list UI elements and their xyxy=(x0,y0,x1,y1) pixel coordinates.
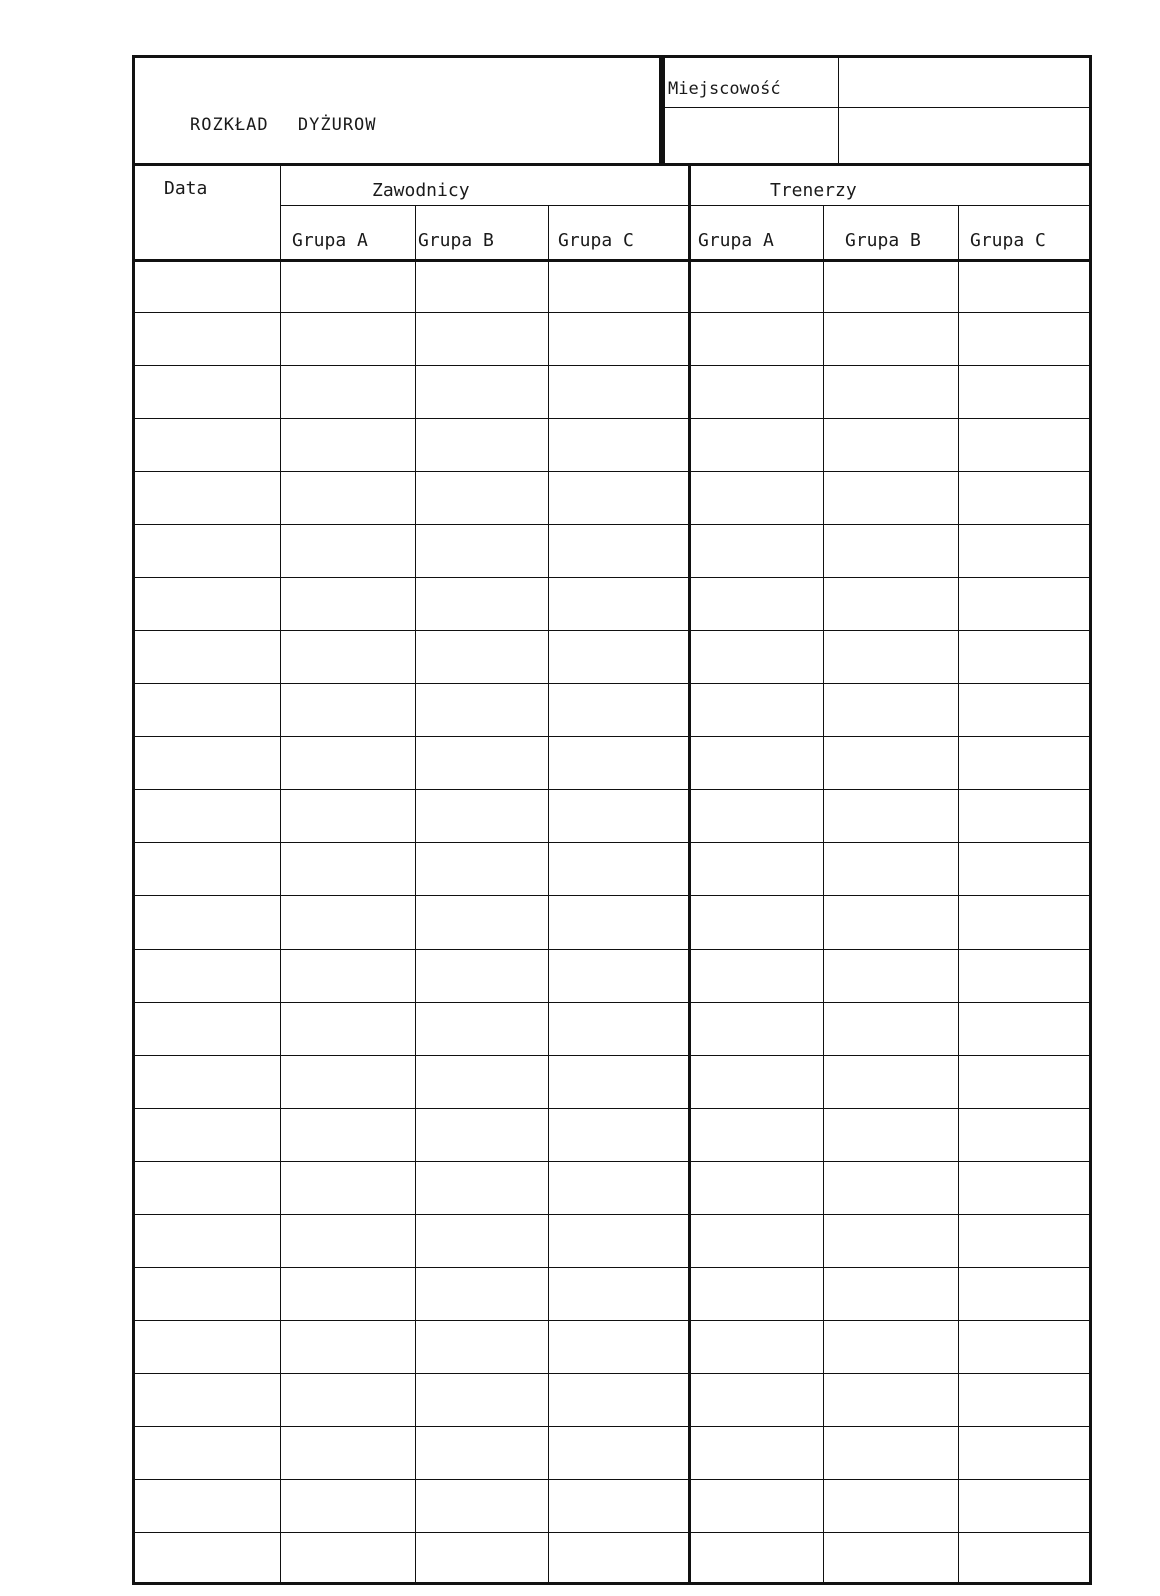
schedule-cell[interactable] xyxy=(550,1534,686,1583)
column-header: Grupa C xyxy=(970,230,1046,251)
schedule-cell[interactable] xyxy=(282,1004,413,1053)
schedule-cell[interactable] xyxy=(282,632,413,681)
schedule-cell[interactable] xyxy=(960,1269,1090,1318)
schedule-cell[interactable] xyxy=(960,685,1090,734)
date-cell[interactable] xyxy=(134,1322,278,1371)
schedule-cell[interactable] xyxy=(825,473,956,522)
row-line xyxy=(132,630,1092,631)
schedule-cell[interactable] xyxy=(690,1110,821,1159)
schedule-cell[interactable] xyxy=(690,685,821,734)
schedule-cell[interactable] xyxy=(550,1163,686,1212)
column-divider xyxy=(280,163,281,1585)
schedule-cell[interactable] xyxy=(690,1163,821,1212)
schedule-cell[interactable] xyxy=(690,791,821,840)
schedule-cell[interactable] xyxy=(825,367,956,416)
schedule-cell[interactable] xyxy=(960,367,1090,416)
schedule-cell[interactable] xyxy=(690,1269,821,1318)
schedule-cell[interactable] xyxy=(417,1322,546,1371)
schedule-cell[interactable] xyxy=(690,367,821,416)
schedule-cell[interactable] xyxy=(417,1057,546,1106)
schedule-cell[interactable] xyxy=(690,1216,821,1265)
divider xyxy=(838,55,839,165)
row-line xyxy=(132,1532,1092,1533)
schedule-cell[interactable] xyxy=(550,1428,686,1477)
schedule-cell[interactable] xyxy=(960,1481,1090,1530)
schedule-cell[interactable] xyxy=(960,261,1090,310)
column-header: Grupa A xyxy=(698,230,774,251)
schedule-cell[interactable] xyxy=(690,1534,821,1583)
schedule-cell[interactable] xyxy=(825,844,956,893)
row-line xyxy=(132,736,1092,737)
schedule-cell[interactable] xyxy=(960,632,1090,681)
schedule-cell[interactable] xyxy=(417,579,546,628)
schedule-cell[interactable] xyxy=(825,526,956,575)
schedule-cell[interactable] xyxy=(825,1269,956,1318)
group-label: Trenerzy xyxy=(770,180,857,201)
schedule-cell[interactable] xyxy=(690,632,821,681)
schedule-cell[interactable] xyxy=(960,1057,1090,1106)
schedule-cell[interactable] xyxy=(417,261,546,310)
date-cell[interactable] xyxy=(134,1057,278,1106)
schedule-cell[interactable] xyxy=(690,1004,821,1053)
schedule-cell[interactable] xyxy=(550,1481,686,1530)
row-line xyxy=(132,1055,1092,1056)
schedule-cell[interactable] xyxy=(282,261,413,310)
schedule-cell[interactable] xyxy=(825,1322,956,1371)
row-line xyxy=(132,365,1092,366)
schedule-cell[interactable] xyxy=(550,685,686,734)
divider xyxy=(662,107,1092,108)
schedule-cell[interactable] xyxy=(282,897,413,946)
schedule-cell[interactable] xyxy=(550,791,686,840)
date-cell[interactable] xyxy=(134,1110,278,1159)
schedule-cell[interactable] xyxy=(690,844,821,893)
schedule-cell[interactable] xyxy=(417,1004,546,1053)
date-header: Data xyxy=(164,178,208,199)
row-line xyxy=(132,471,1092,472)
row-line xyxy=(132,1161,1092,1162)
schedule-cell[interactable] xyxy=(690,420,821,469)
date-cell[interactable] xyxy=(134,1004,278,1053)
date-cell[interactable] xyxy=(134,1269,278,1318)
schedule-cell[interactable] xyxy=(417,738,546,787)
row-line xyxy=(132,418,1092,419)
schedule-cell[interactable] xyxy=(417,844,546,893)
schedule-cell[interactable] xyxy=(960,579,1090,628)
row-line xyxy=(132,1373,1092,1374)
schedule-cell[interactable] xyxy=(690,1428,821,1477)
schedule-cell[interactable] xyxy=(825,1428,956,1477)
schedule-cell[interactable] xyxy=(825,1375,956,1424)
form-title: ROZKŁAD DYŻUROW xyxy=(190,115,377,135)
schedule-cell[interactable] xyxy=(417,1110,546,1159)
schedule-cell[interactable] xyxy=(282,420,413,469)
schedule-cell[interactable] xyxy=(550,1110,686,1159)
schedule-cell[interactable] xyxy=(550,1322,686,1371)
row-line xyxy=(132,312,1092,313)
schedule-cell[interactable] xyxy=(550,1057,686,1106)
schedule-cell[interactable] xyxy=(825,1057,956,1106)
schedule-cell[interactable] xyxy=(417,1269,546,1318)
schedule-cell[interactable] xyxy=(550,367,686,416)
schedule-cell[interactable] xyxy=(960,844,1090,893)
column-header: Grupa B xyxy=(845,230,921,251)
schedule-cell[interactable] xyxy=(960,1110,1090,1159)
schedule-cell[interactable] xyxy=(282,844,413,893)
schedule-cell[interactable] xyxy=(825,1110,956,1159)
schedule-cell[interactable] xyxy=(282,1481,413,1530)
schedule-cell[interactable] xyxy=(417,951,546,1000)
date-cell[interactable] xyxy=(134,685,278,734)
schedule-cell[interactable] xyxy=(282,579,413,628)
column-header: Grupa C xyxy=(558,230,634,251)
schedule-cell[interactable] xyxy=(690,1322,821,1371)
schedule-cell[interactable] xyxy=(825,1534,956,1583)
row-line xyxy=(132,1108,1092,1109)
schedule-cell[interactable] xyxy=(825,951,956,1000)
schedule-cell[interactable] xyxy=(417,897,546,946)
schedule-cell[interactable] xyxy=(550,1269,686,1318)
schedule-cell[interactable] xyxy=(690,897,821,946)
schedule-cell[interactable] xyxy=(690,1057,821,1106)
schedule-cell[interactable] xyxy=(550,738,686,787)
schedule-cell[interactable] xyxy=(960,1375,1090,1424)
schedule-cell[interactable] xyxy=(282,1269,413,1318)
schedule-cell[interactable] xyxy=(282,367,413,416)
schedule-cell[interactable] xyxy=(825,420,956,469)
divider xyxy=(662,55,665,165)
row-line xyxy=(132,524,1092,525)
schedule-cell[interactable] xyxy=(690,1375,821,1424)
schedule-cell[interactable] xyxy=(690,738,821,787)
schedule-cell[interactable] xyxy=(417,526,546,575)
row-line xyxy=(132,842,1092,843)
schedule-cell[interactable] xyxy=(960,791,1090,840)
date-cell[interactable] xyxy=(134,1216,278,1265)
date-cell[interactable] xyxy=(134,579,278,628)
date-cell[interactable] xyxy=(134,1481,278,1530)
row-line xyxy=(132,1002,1092,1003)
row-line xyxy=(132,895,1092,896)
schedule-cell[interactable] xyxy=(282,951,413,1000)
schedule-cell[interactable] xyxy=(690,951,821,1000)
date-cell[interactable] xyxy=(134,420,278,469)
schedule-cell[interactable] xyxy=(282,1428,413,1477)
row-line xyxy=(132,683,1092,684)
schedule-cell[interactable] xyxy=(282,791,413,840)
schedule-cell[interactable] xyxy=(282,314,413,363)
row-line xyxy=(132,1479,1092,1480)
date-cell[interactable] xyxy=(134,473,278,522)
schedule-cell[interactable] xyxy=(690,579,821,628)
schedule-cell[interactable] xyxy=(825,261,956,310)
schedule-cell[interactable] xyxy=(282,1057,413,1106)
schedule-cell[interactable] xyxy=(417,1428,546,1477)
schedule-cell[interactable] xyxy=(417,367,546,416)
date-cell[interactable] xyxy=(134,1163,278,1212)
schedule-cell[interactable] xyxy=(282,526,413,575)
schedule-cell[interactable] xyxy=(690,526,821,575)
column-header: Grupa B xyxy=(418,230,494,251)
schedule-cell[interactable] xyxy=(825,791,956,840)
date-cell[interactable] xyxy=(134,526,278,575)
schedule-cell[interactable] xyxy=(282,1322,413,1371)
schedule-cell[interactable] xyxy=(825,897,956,946)
row-line xyxy=(132,577,1092,578)
schedule-cell[interactable] xyxy=(417,473,546,522)
header-subdivider xyxy=(280,205,1092,206)
schedule-cell[interactable] xyxy=(417,791,546,840)
schedule-cell[interactable] xyxy=(417,1534,546,1583)
date-cell[interactable] xyxy=(134,314,278,363)
column-header: Grupa A xyxy=(292,230,368,251)
date-cell[interactable] xyxy=(134,1428,278,1477)
schedule-cell[interactable] xyxy=(417,685,546,734)
schedule-cell[interactable] xyxy=(960,1534,1090,1583)
date-cell[interactable] xyxy=(134,632,278,681)
schedule-cell[interactable] xyxy=(960,951,1090,1000)
schedule-cell[interactable] xyxy=(825,314,956,363)
schedule-cell[interactable] xyxy=(550,1216,686,1265)
schedule-cell[interactable] xyxy=(960,473,1090,522)
row-line xyxy=(132,789,1092,790)
schedule-cell[interactable] xyxy=(825,1481,956,1530)
schedule-cell[interactable] xyxy=(960,314,1090,363)
schedule-cell[interactable] xyxy=(960,420,1090,469)
schedule-cell[interactable] xyxy=(825,1163,956,1212)
schedule-cell[interactable] xyxy=(550,579,686,628)
date-cell[interactable] xyxy=(134,897,278,946)
group-label: Zawodnicy xyxy=(372,180,470,201)
schedule-cell[interactable] xyxy=(417,420,546,469)
title-cell xyxy=(132,55,662,165)
schedule-cell[interactable] xyxy=(825,1216,956,1265)
form-header xyxy=(132,55,1092,165)
date-cell[interactable] xyxy=(134,261,278,310)
schedule-cell[interactable] xyxy=(960,1004,1090,1053)
schedule-cell[interactable] xyxy=(825,632,956,681)
schedule-cell[interactable] xyxy=(825,738,956,787)
schedule-cell[interactable] xyxy=(282,1110,413,1159)
schedule-cell[interactable] xyxy=(960,1322,1090,1371)
schedule-cell[interactable] xyxy=(825,1004,956,1053)
schedule-cell[interactable] xyxy=(825,685,956,734)
schedule-cell[interactable] xyxy=(550,1004,686,1053)
schedule-cell[interactable] xyxy=(550,632,686,681)
date-cell[interactable] xyxy=(134,367,278,416)
date-cell[interactable] xyxy=(134,1534,278,1583)
date-cell[interactable] xyxy=(134,791,278,840)
date-cell[interactable] xyxy=(134,1375,278,1424)
schedule-cell[interactable] xyxy=(417,1481,546,1530)
schedule-cell[interactable] xyxy=(417,632,546,681)
row-line xyxy=(132,1320,1092,1321)
row-line xyxy=(132,1426,1092,1427)
header-divider xyxy=(132,163,1092,166)
schedule-cell[interactable] xyxy=(550,1375,686,1424)
schedule-cell[interactable] xyxy=(417,1216,546,1265)
schedule-cell[interactable] xyxy=(960,1428,1090,1477)
schedule-cell[interactable] xyxy=(960,897,1090,946)
schedule-cell[interactable] xyxy=(282,1216,413,1265)
date-cell[interactable] xyxy=(134,951,278,1000)
schedule-cell[interactable] xyxy=(825,579,956,628)
schedule-cell[interactable] xyxy=(282,473,413,522)
schedule-cell[interactable] xyxy=(282,1375,413,1424)
schedule-cell[interactable] xyxy=(550,526,686,575)
schedule-cell[interactable] xyxy=(960,526,1090,575)
schedule-cell[interactable] xyxy=(550,314,686,363)
date-cell[interactable] xyxy=(134,844,278,893)
schedule-cell[interactable] xyxy=(690,1481,821,1530)
schedule-cell[interactable] xyxy=(690,261,821,310)
schedule-cell[interactable] xyxy=(417,1375,546,1424)
schedule-cell[interactable] xyxy=(282,1163,413,1212)
place-label: Miejscowość xyxy=(668,79,781,99)
row-line xyxy=(132,1214,1092,1215)
schedule-cell[interactable] xyxy=(550,420,686,469)
schedule-cell[interactable] xyxy=(550,473,686,522)
schedule-cell[interactable] xyxy=(550,897,686,946)
row-line xyxy=(132,1267,1092,1268)
schedule-cell[interactable] xyxy=(960,1216,1090,1265)
schedule-cell[interactable] xyxy=(550,261,686,310)
schedule-cell[interactable] xyxy=(417,1163,546,1212)
schedule-cell[interactable] xyxy=(282,738,413,787)
row-line xyxy=(132,949,1092,950)
schedule-cell[interactable] xyxy=(960,738,1090,787)
schedule-cell[interactable] xyxy=(690,314,821,363)
schedule-cell[interactable] xyxy=(690,473,821,522)
schedule-cell[interactable] xyxy=(282,1534,413,1583)
date-cell[interactable] xyxy=(134,738,278,787)
schedule-cell[interactable] xyxy=(960,1163,1090,1212)
schedule-cell[interactable] xyxy=(282,685,413,734)
schedule-cell[interactable] xyxy=(550,844,686,893)
schedule-cell[interactable] xyxy=(417,314,546,363)
schedule-cell[interactable] xyxy=(550,951,686,1000)
